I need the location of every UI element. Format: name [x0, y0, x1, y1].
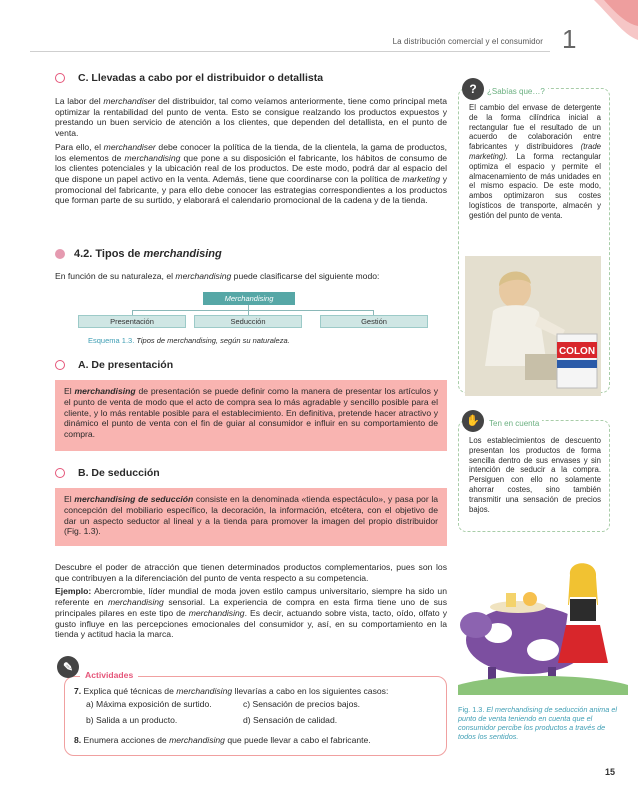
paragraph: Para ello, el merchandiser debe conocer la política de la tienda, de la clientela, la gama de productos, los elementos de merchandising que pone a su disposición el fabricante, los hábitos de consumo de los clientes potenciales y la ubicación real de los productos. De este modo, podrá dar al espacio del que dispone un papel activo en la venta. Además, tiene que coordinarse con la política de marketing y promocional del fabricante, y para ello debe conocer las estrategias correspondientes a los productos que forman parte de su surtido, y elaborará el calendario promocional de la cadena y de la tienda. [55, 141, 448, 206]
sabias-que-label: ¿Sabías que…? [484, 87, 548, 96]
section-b-definition-box: El merchandising de seducción consiste en la denominada «tienda espectáculo», y pasa por la concepción del mobiliario específico, la decoración, la información, etcétera, con el objetivo de dar un aspecto seductor al lineal y a la tienda para promover la imagen del propio distribuidor (Fig. 1.3). [55, 488, 447, 546]
diagram-node-seduccion: Seducción [194, 315, 302, 328]
pencil-icon: ✎ [57, 656, 79, 678]
woman-with-detergent-illustration [465, 256, 601, 396]
figure-caption: Fig. 1.3. El merchandising de seducción anima el punto de venta teniendo en cuenta que el consumidor percibe los productos a través de todos los sentidos. [458, 705, 618, 741]
colon-brand-text: COLON [558, 346, 596, 357]
header-rule [30, 51, 550, 52]
section-c-heading: C. Llevadas a cabo por el distribuidor o detallista [55, 72, 323, 84]
diagram-connector [132, 310, 374, 311]
section-42-intro: En función de su naturaleza, el merchandising puede clasificarse del siguiente modo: [55, 271, 380, 281]
hand-icon: ✋ [462, 410, 484, 432]
diagram-node-gestion: Gestión [320, 315, 428, 328]
section-b-heading: B. De seducción [55, 467, 160, 479]
paragraph: Descubre el poder de atracción que tienen determinados productos complementarios, pues son los que contribuyen a la diferenciación del punto de venta respecto a su competencia. [55, 562, 447, 583]
section-a-heading: A. De presentación [55, 359, 173, 371]
section-c-body [55, 96, 447, 206]
corner-decoration [584, 0, 638, 64]
activity-7-option-a: a) Máxima exposición de surtido. [86, 699, 212, 709]
paragraph: Ejemplo: Abercrombie, líder mundial de moda joven estilo campus universitario, siempre ha sido un referente en merchandising sensorial. La experiencia de compra en esta firma tiene uno de sus principales pilares en este tipo de merchandising. Es decir, actuando sobre vista, tacto, oído, olfato y gusto influye en las percepciones emocionales del consumidor y, así, en su comportamiento en la tienda y actitud hacia la marca. [55, 586, 447, 640]
diagram-root: Merchandising [203, 292, 295, 305]
page-number: 15 [605, 767, 616, 777]
activity-7-option-b: b) Salida a un producto. [86, 715, 178, 725]
activity-7-option-c: c) Sensación de precios bajos. [243, 699, 361, 709]
circle-bullet-icon [55, 360, 65, 370]
section-42-heading: 4.2. Tipos de merchandising [55, 248, 222, 260]
diagram-caption: Esquema 1.3. Tipos de merchandising, según su naturaleza. [88, 336, 290, 345]
section-b-body [55, 562, 447, 640]
running-title: La distribución comercial y el consumidor [392, 37, 543, 46]
chapter-number: 1 [562, 24, 577, 54]
circle-bullet-icon [55, 468, 65, 478]
circle-bullet-icon [55, 73, 65, 83]
cow-and-woman-illustration [458, 545, 628, 695]
activities-label: Actividades [80, 670, 138, 680]
activity-7-option-d: d) Sensación de calidad. [243, 715, 338, 725]
diagram-node-presentacion: Presentación [78, 315, 186, 328]
ten-en-cuenta-label: Ten en cuenta [486, 419, 542, 428]
paragraph: La labor del merchandiser del distribuidor, tal como veíamos anteriormente, tiene como principal meta optimizar la rentabilidad del punto de venta. Esto se consigue realzando los productos expuestos y prestando un buen servicio de atención a los clientes, que dependen del detallista, en el punto de venta. [55, 96, 447, 139]
sabias-que-text: El cambio del envase de detergente de la forma cilíndrica inicial a rectangular fue el resultado de un acuerdo de colaboración entre fabricantes y distribuidores (trade marketing). La forma rectangular optimiza el espacio y permite el almacenamiento de más unidades en el mismo espacio. De este modo, ambos optimizaron sus costes logísticos de transporte, almacén y gestión del punto de venta. [469, 103, 601, 220]
question-icon: ? [462, 78, 484, 100]
filled-bullet-icon [55, 249, 65, 259]
detergent-photo [465, 256, 601, 396]
activity-8: 8. Enumera acciones de merchandising que puede llevar a cabo el fabricante. [74, 735, 371, 745]
ten-en-cuenta-text: Los establecimientos de descuento presentan los productos de forma sencilla dentro de sus envases y sin intención de seducir a la compra. Persiguen con ello no solamente ahorrar costes, sino también transmitir una sensación de precios bajos. [469, 436, 601, 514]
section-a-definition-box: El merchandising de presentación se puede definir como la manera de presentar los artículos y el punto de venta de modo que el acto de compra sea lo más agradable y sencillo posible para el cliente, y lo más rentable posible para el establecimiento. En definitiva, pretende hacer atractivo y dinámico el punto de venta con el fin de guiar al consumidor e influir en su comportamiento de compra. [55, 380, 447, 451]
activity-7: 7. Explica qué técnicas de merchandising llevarías a cabo en los siguientes casos: [74, 686, 389, 696]
